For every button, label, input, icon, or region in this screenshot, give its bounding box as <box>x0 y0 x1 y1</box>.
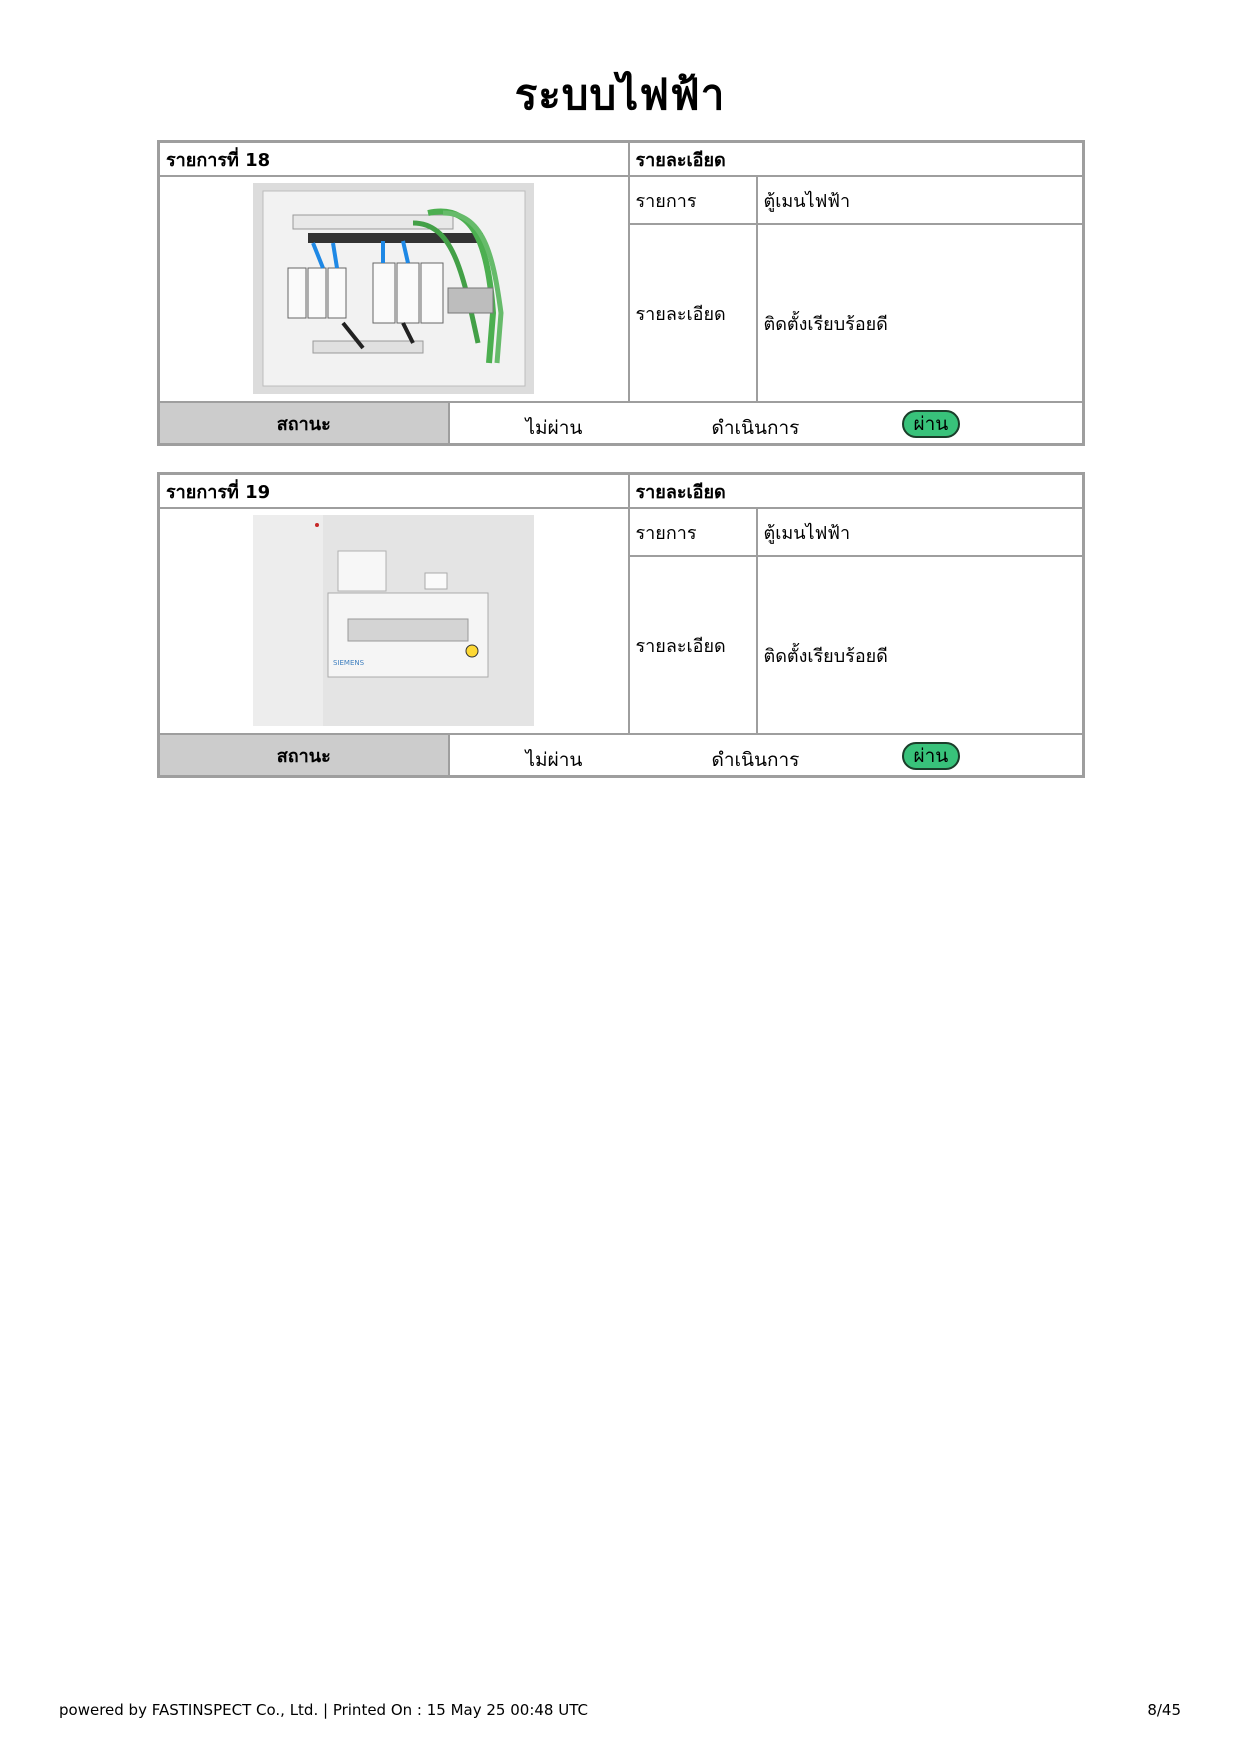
status-fail-option[interactable]: ไม่ผ่าน <box>525 417 583 439</box>
status-pass-badge[interactable]: ผ่าน <box>902 742 961 770</box>
detail-header: รายละเอียด <box>629 142 1084 177</box>
footer-credit: powered by FASTINSPECT Co., Ltd. | Printed On : 15 May 25 00:48 UTC <box>59 1701 588 1719</box>
item-header: รายการที่ 18 <box>159 142 629 177</box>
item-value: ตู้เมนไฟฟ้า <box>757 508 1084 556</box>
detail-label: รายละเอียด <box>629 224 757 402</box>
item-label: รายการ <box>629 508 757 556</box>
photo-cell <box>159 508 629 734</box>
status-label: สถานะ <box>159 734 449 777</box>
detail-label: รายละเอียด <box>629 556 757 734</box>
breaker-panel-photo[interactable] <box>253 183 534 394</box>
item-header: รายการที่ 19 <box>159 474 629 509</box>
item-label: รายการ <box>629 176 757 224</box>
cabinet-photo[interactable] <box>253 515 534 726</box>
inspection-item-18 <box>157 140 1085 446</box>
photo-cell <box>159 176 629 402</box>
page-number: 8/45 <box>1147 1701 1181 1719</box>
status-label: สถานะ <box>159 402 449 445</box>
inspection-item-19 <box>157 472 1085 778</box>
status-in-progress-option[interactable]: ดำเนินการ <box>711 417 800 439</box>
brand-text: SIEMENS <box>333 659 365 667</box>
status-fail-option[interactable]: ไม่ผ่าน <box>525 749 583 771</box>
status-options <box>449 734 1084 777</box>
status-in-progress-option[interactable]: ดำเนินการ <box>711 749 800 771</box>
status-options <box>449 402 1084 445</box>
detail-value: ติดตั้งเรียบร้อยดี <box>757 224 1084 402</box>
status-pass-badge[interactable]: ผ่าน <box>902 410 961 438</box>
item-value: ตู้เมนไฟฟ้า <box>757 176 1084 224</box>
detail-header: รายละเอียด <box>629 474 1084 509</box>
page-title: ระบบไฟฟ้า <box>514 70 726 119</box>
detail-value: ติดตั้งเรียบร้อยดี <box>757 556 1084 734</box>
